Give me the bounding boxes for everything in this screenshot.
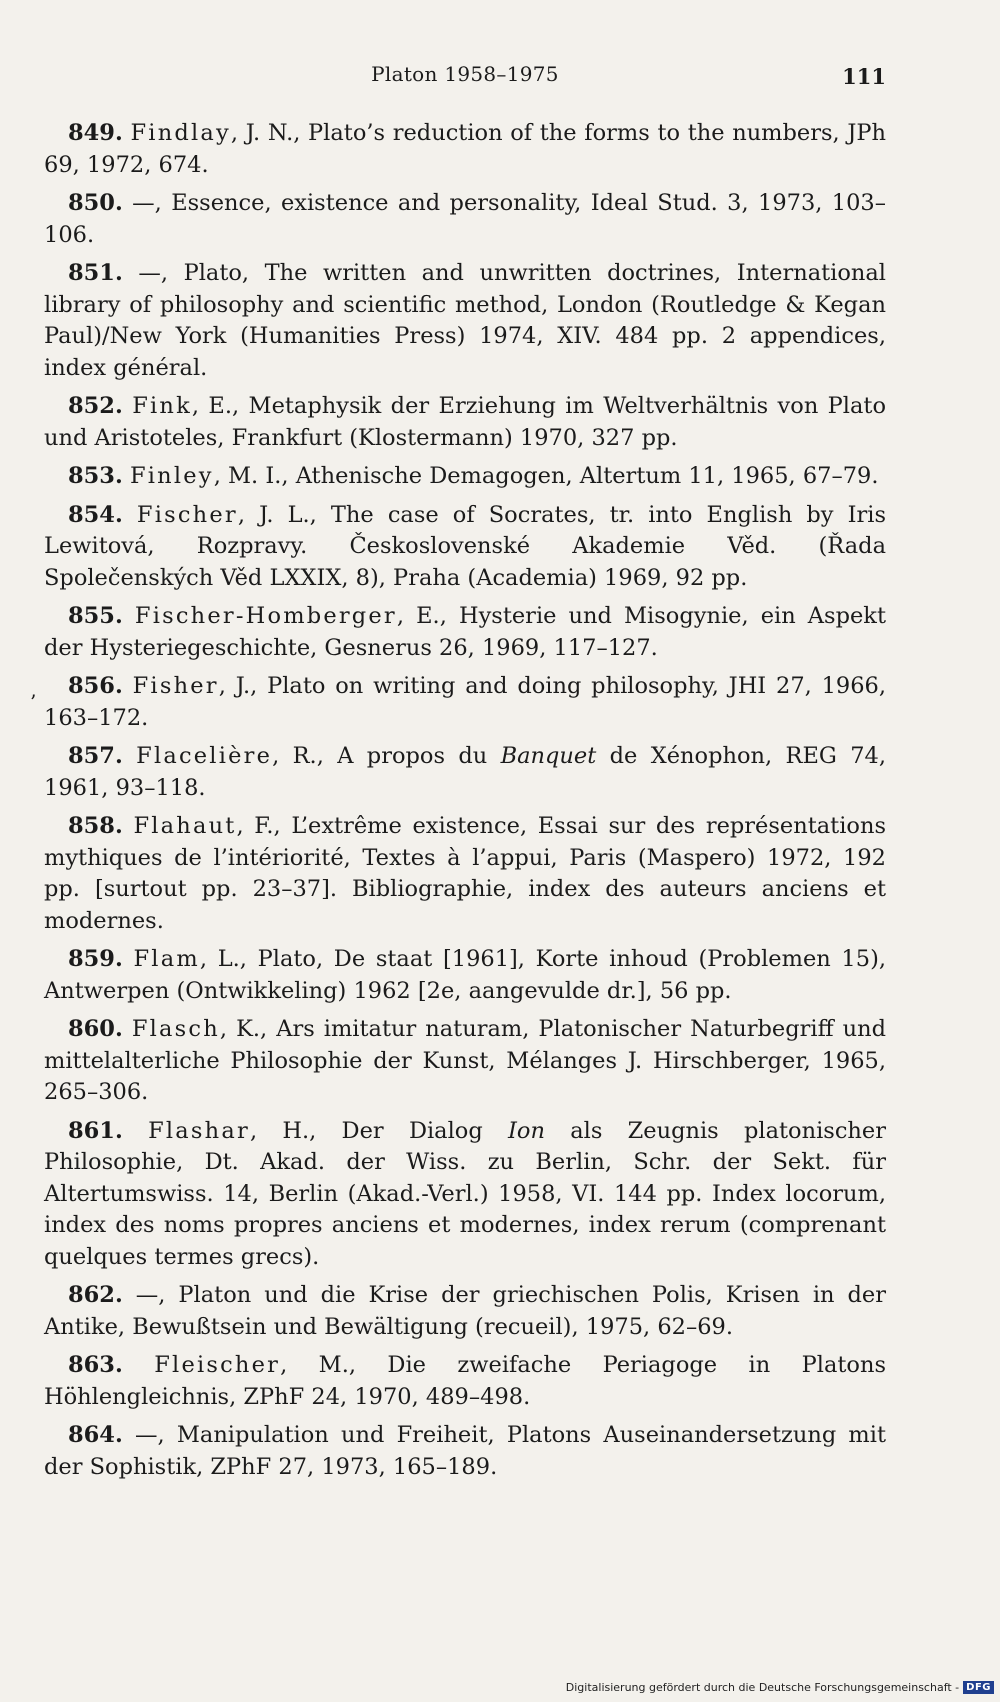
bibliography-entry: 855. Fischer-Homberger, E., Hysterie und Misogynie, ein Aspekt der Hysteriegeschichte, Gesnerus 26, 1969, 117–127.: [44, 603, 886, 661]
page-header: [44, 62, 886, 94]
bibliography-list: [44, 118, 886, 1490]
bibliography-entry: 860. Flasch, K., Ars imitatur naturam, Platonischer Naturbegriff und mittelalterliche Philosophie der Kunst, Mélanges J. Hirschberger, 1965, 265–306.: [44, 1016, 886, 1105]
bibliography-entry: 856. Fisher, J., Plato on writing and doing philosophy, JHI 27, 1966, 163–172.: [44, 673, 887, 731]
dfg-logo: DFG: [963, 1681, 994, 1694]
bibliography-entry: 858. Flahaut, F., L’extrême existence, Essai sur des représentations mythiques de l’intériorité, Textes à l’appui, Paris (Maspero) 1972, 192 pp. [surtout pp. 23–37]. Bibliographie, index des auteurs anciens et modernes.: [44, 813, 887, 934]
bibliography-entry: 857. Flacelière, R., A propos du Banquet de Xénophon, REG 74, 1961, 93–118.: [44, 743, 886, 801]
bibliography-entry: 849. Findlay, J. N., Plato’s reduction of the forms to the numbers, JPh 69, 1972, 674.: [44, 120, 886, 178]
bibliography-entry: 862. —, Platon und die Krise der griechischen Polis, Krisen in der Antike, Bewußtsein und Bewältigung (recueil), 1975, 62–69.: [44, 1282, 886, 1340]
digitization-footer: [566, 1681, 994, 1694]
bibliography-entry: 859. Flam, L., Plato, De staat [1961], Korte inhoud (Problemen 15), Antwerpen (Ontwikkeling) 1962 [2e, aangevulde dr.], 56 pp.: [44, 946, 886, 1004]
page-number: 111: [842, 64, 886, 89]
bibliography-entry: 852. Fink, E., Metaphysik der Erziehung im Weltverhältnis von Plato und Aristoteles, Frankfurt (Klostermann) 1970, 327 pp.: [44, 393, 887, 451]
bibliography-entry: 863. Fleischer, M., Die zweifache Periagoge in Platons Höhlengleichnis, ZPhF 24, 1970, 489–498.: [44, 1352, 886, 1410]
bibliography-entry: 851. —, Plato, The written and unwritten doctrines, International library of philosophy and scientific method, London (Routledge & Kegan Paul)/New York (Humanities Press) 1974, XIV. 484 pp. 2 appendices, index général.: [44, 260, 886, 381]
margin-mark: ’: [30, 690, 37, 714]
bibliography-entry: 861. Flashar, H., Der Dialog Ion als Zeugnis platonischer Philosophie, Dt. Akad. der Wiss. zu Berlin, Schr. der Sekt. für Altertumswiss. 14, Berlin (Akad.-Verl.) 1958, VI. 144 pp. Index locorum, index des noms propres anciens et modernes, index rerum (comprenant quelques termes grecs).: [44, 1117, 886, 1270]
bibliography-entry: 854. Fischer, J. L., The case of Socrates, tr. into English by Iris Lewitová, Rozpravy. Československé Akademie Věd. (Řada Společenských Věd LXXIX, 8), Praha (Academia) 1969, 92 pp.: [44, 501, 886, 591]
running-title: Platon 1958–1975: [371, 62, 559, 86]
bibliography-entry: 850. —, Essence, existence and personality, Ideal Stud. 3, 1973, 103–106.: [44, 190, 886, 248]
footer-text: Digitalisierung gefördert durch die Deutsche Forschungsgemeinschaft -: [565, 1681, 960, 1694]
bibliography-entry: 853. Finley, M. I., Athenische Demagogen, Altertum 11, 1965, 67–79.: [68, 463, 879, 489]
bibliography-entry: 864. —, Manipulation und Freiheit, Platons Auseinandersetzung mit der Sophistik, ZPhF 27, 1973, 165–189.: [44, 1422, 886, 1480]
